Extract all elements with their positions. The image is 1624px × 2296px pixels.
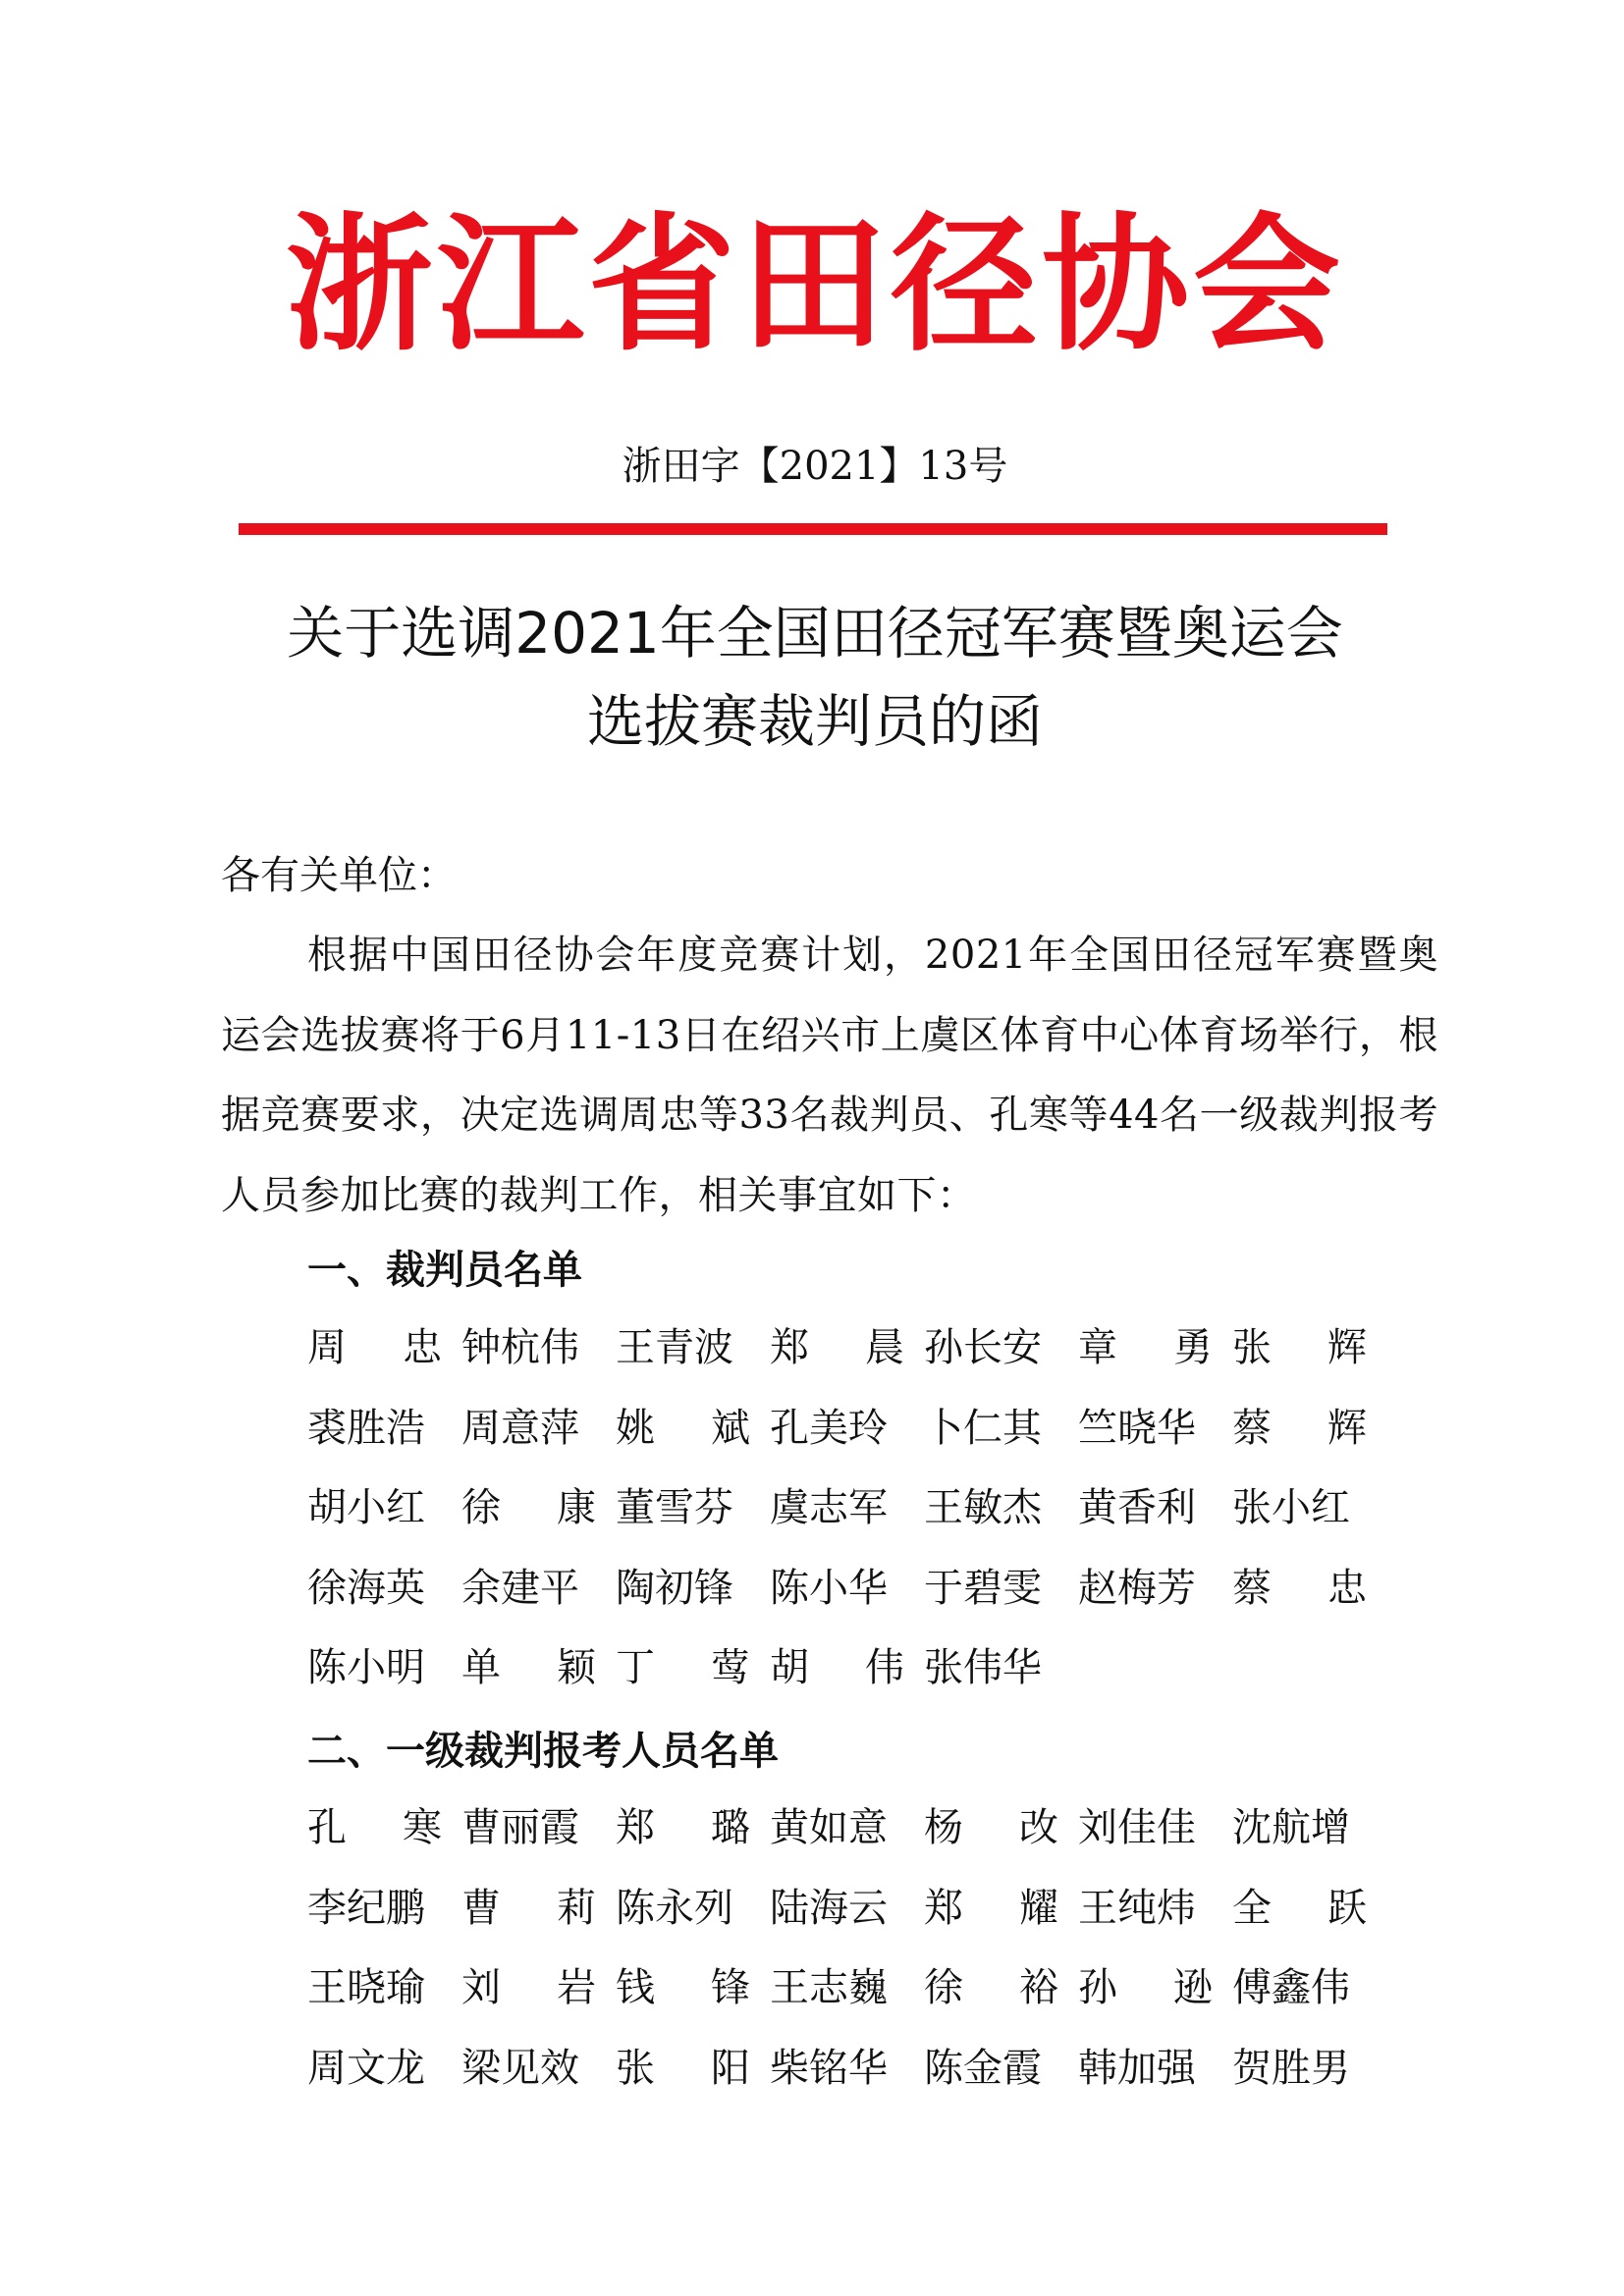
referee-name: 王青波 [616, 1325, 733, 1370]
candidate-name: 梁见效 [461, 2045, 579, 2091]
referee-name: 丁 莺 [616, 1645, 750, 1690]
candidate-name: 张 阳 [616, 2045, 750, 2091]
subject-line-2: 选拔赛裁判员的函 [586, 688, 1043, 755]
referee-name: 胡小红 [307, 1485, 425, 1530]
candidate-name: 郑 璐 [616, 1805, 750, 1850]
candidate-name: 刘佳佳 [1078, 1805, 1196, 1850]
referee-name: 孙长安 [924, 1325, 1042, 1370]
candidate-name: 全 跃 [1232, 1885, 1367, 1931]
referee-name: 黄香利 [1078, 1485, 1196, 1530]
referee-name: 蔡 忠 [1232, 1565, 1367, 1611]
candidate-name: 徐 裕 [924, 1965, 1058, 2010]
referee-name: 于碧雯 [924, 1565, 1042, 1611]
document-subject [157, 589, 1473, 766]
referee-name: 竺晓华 [1078, 1405, 1196, 1451]
candidate-name-list [307, 1789, 1387, 2109]
referee-name: 章 勇 [1078, 1325, 1213, 1370]
candidate-name: 王晓瑜 [307, 1965, 425, 2010]
referee-name: 钟杭伟 [461, 1325, 579, 1370]
referee-name: 蔡 辉 [1232, 1405, 1367, 1451]
candidate-name: 黄如意 [770, 1805, 888, 1850]
section-2-heading: 二、一级裁判报考人员名单 [307, 1729, 779, 1774]
referee-name: 单 颖 [461, 1645, 596, 1690]
candidate-name: 韩加强 [1078, 2045, 1196, 2091]
document-number: 浙田字【2021】13号 [622, 444, 1008, 489]
candidate-name: 陈金霞 [924, 2045, 1042, 2091]
referee-name: 余建平 [461, 1565, 579, 1611]
candidate-name: 钱 锋 [616, 1965, 750, 2010]
referee-name: 郑 晨 [770, 1325, 904, 1370]
referee-name: 张 辉 [1232, 1325, 1367, 1370]
referee-name: 张伟华 [924, 1645, 1042, 1690]
referee-name: 徐 康 [461, 1485, 596, 1530]
referee-name: 孔美玲 [770, 1405, 888, 1451]
candidate-name: 陈永列 [616, 1885, 733, 1931]
candidate-name: 孔 寒 [307, 1805, 442, 1850]
referee-name: 赵梅芳 [1078, 1565, 1196, 1611]
referee-name: 虞志军 [770, 1485, 888, 1530]
candidate-name: 曹 莉 [461, 1885, 596, 1931]
candidate-name: 傅鑫伟 [1232, 1965, 1350, 2010]
referee-name: 陈小明 [307, 1645, 425, 1690]
section-1-heading: 一、裁判员名单 [307, 1248, 582, 1293]
salutation: 各有关单位： [221, 853, 457, 898]
referee-name: 徐海英 [307, 1565, 425, 1611]
body-paragraph: 根据中国田径协会年度竞赛计划，2021年全国田径冠军赛暨奥运会选拔赛将于6月11-13日在绍兴市上虞区体育中心体育场举行，根据竞赛要求，决定选调周忠等33名裁判员、孔寒等44名一级裁判报考人员参加比赛的裁判工作，相关事宜如下： [221, 933, 1438, 1218]
candidate-name: 郑 耀 [924, 1885, 1058, 1931]
referee-name-list [307, 1308, 1387, 1709]
candidate-name: 贺胜男 [1232, 2045, 1350, 2091]
referee-name: 胡 伟 [770, 1645, 904, 1690]
referee-name: 周 忠 [307, 1325, 442, 1370]
candidate-name: 杨 改 [924, 1805, 1058, 1850]
referee-name: 陈小华 [770, 1565, 888, 1611]
candidate-name: 孙 逊 [1078, 1965, 1213, 2010]
candidate-name: 李纪鹏 [307, 1885, 425, 1931]
candidate-name: 周文龙 [307, 2045, 425, 2091]
referee-name: 陶初锋 [616, 1565, 733, 1611]
referee-name: 周意萍 [461, 1405, 579, 1451]
referee-name: 王敏杰 [924, 1485, 1042, 1530]
candidate-name: 沈航增 [1232, 1805, 1350, 1850]
candidate-name: 刘 岩 [461, 1965, 596, 2010]
referee-name: 张小红 [1232, 1485, 1350, 1530]
candidate-name: 王纯炜 [1078, 1885, 1196, 1931]
candidate-name: 王志巍 [770, 1965, 888, 2010]
organization-title: 浙江省田径协会 [285, 198, 1344, 371]
red-divider-line [239, 523, 1387, 535]
subject-line-1: 关于选调2021年全国田径冠军赛暨奥运会 [287, 600, 1343, 667]
candidate-name: 陆海云 [770, 1885, 888, 1931]
candidate-name: 柴铭华 [770, 2045, 888, 2091]
candidate-name: 曹丽霞 [461, 1805, 579, 1850]
referee-name: 姚 斌 [616, 1405, 750, 1451]
referee-name: 裘胜浩 [307, 1405, 425, 1451]
referee-name: 卜仁其 [924, 1405, 1042, 1451]
referee-name: 董雪芬 [616, 1485, 733, 1530]
